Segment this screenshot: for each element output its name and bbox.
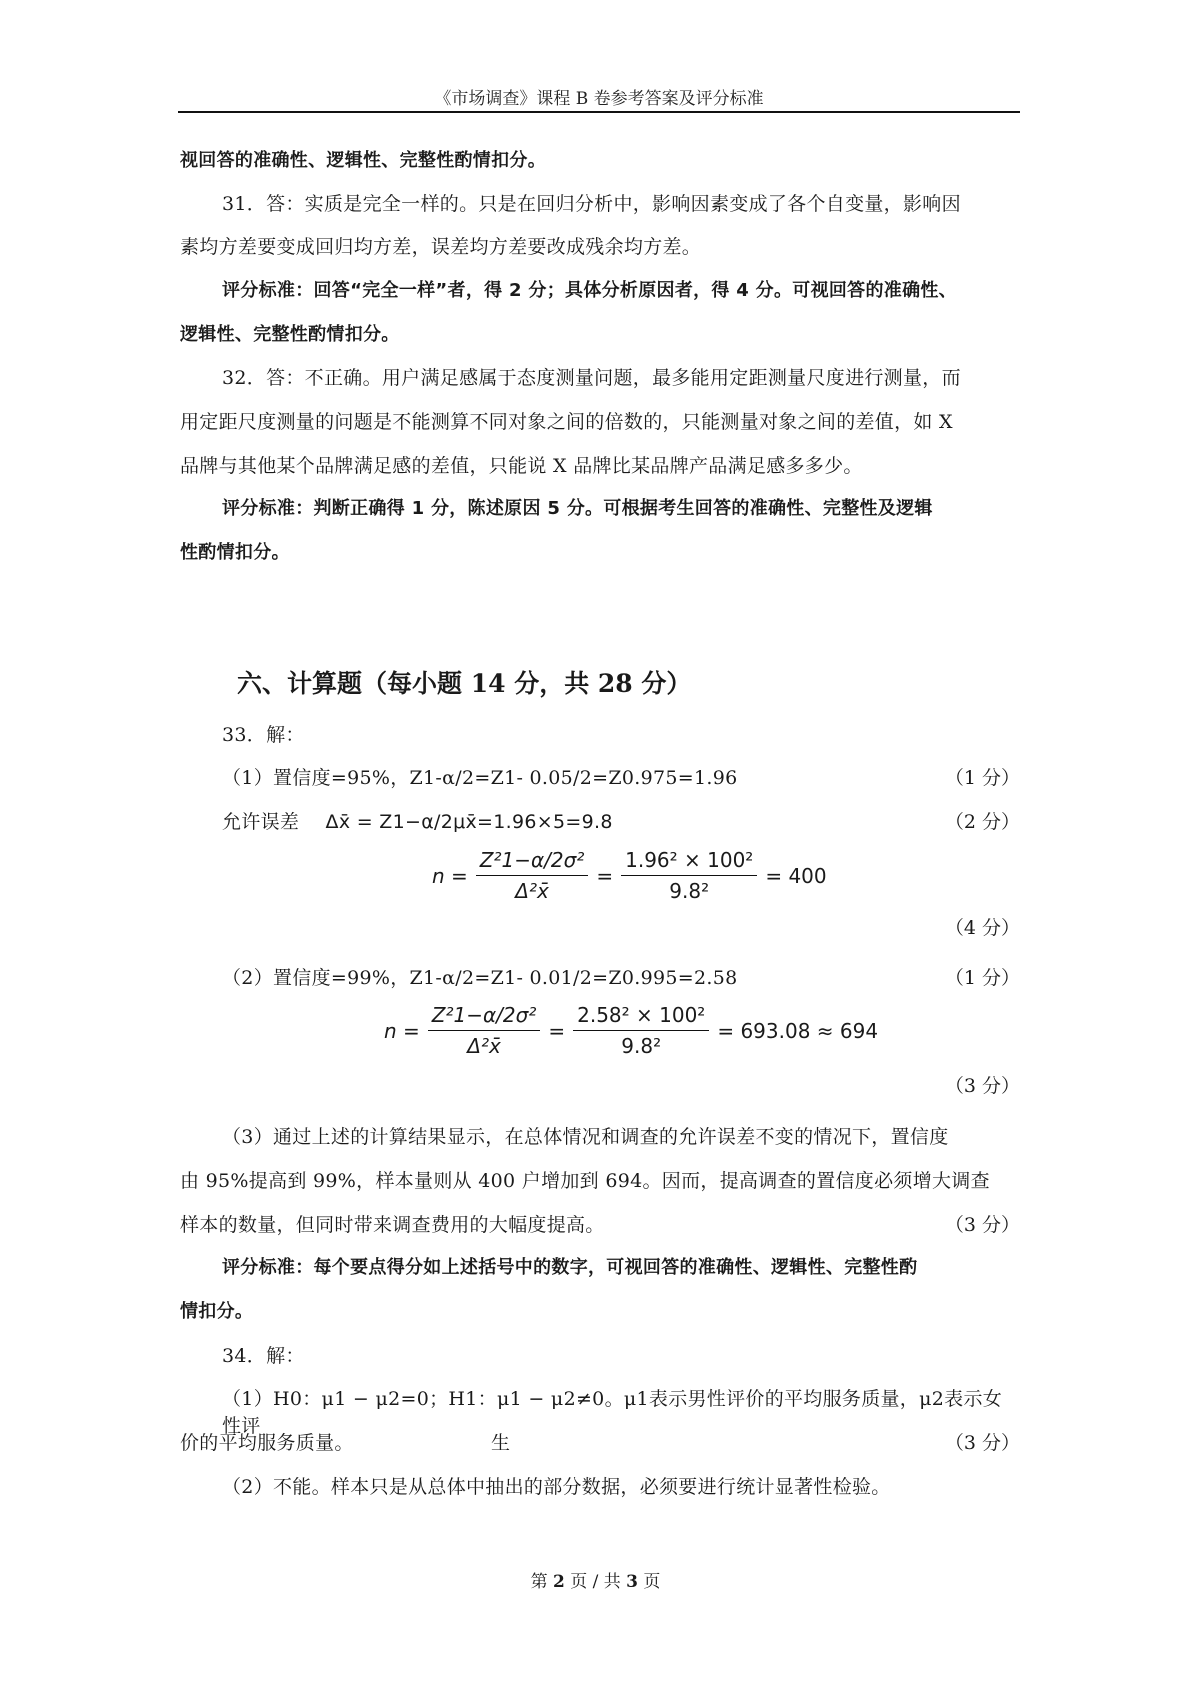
fraction-denominator: 9.8² xyxy=(669,879,710,903)
q33-part1: （1）置信度=95%，Z1-α/2=Z1- 0.05/2=Z0.975=1.96 xyxy=(222,767,738,789)
q31-answer-line2: 素均方差要变成回归均方差，误差均方差要改成残余均方差。 xyxy=(180,236,702,258)
allowable-error-label: 允许误差 xyxy=(222,811,300,833)
q33-part2: （2）置信度=99%，Z1-α/2=Z1- 0.01/2=Z0.995=2.58 xyxy=(222,967,738,989)
fraction-numerator: Z²1−α/2σ² xyxy=(476,848,589,876)
formula-lhs: n = xyxy=(384,1018,420,1043)
q33-grading-line1: 评分标准：每个要点得分如上述括号中的数字，可视回答的准确性、逻辑性、完整性酌 xyxy=(222,1257,918,1278)
fraction-numerator: 2.58² × 100² xyxy=(573,1003,709,1031)
fraction-denominator: Δ²x̄ xyxy=(467,1034,501,1058)
fraction-denominator: Δ²x̄ xyxy=(515,879,549,903)
q34-part1-score: （3 分） xyxy=(944,1432,1020,1454)
q32-answer-line3: 品牌与其他某个品牌满足感的差值，只能说 X 品牌比某品牌产品满足感多多少。 xyxy=(180,455,863,477)
q31-grading-line2: 逻辑性、完整性酌情扣分。 xyxy=(180,324,400,345)
allowable-error-expression: Δx̄ = Z1−α/2μx̄=1.96×5=9.8 xyxy=(325,811,613,833)
formula-fraction-numeric xyxy=(621,848,757,903)
q33-part3-line2: 由 95%提高到 99%，样本量则从 400 户增加到 694。因而，提高调查的置信度必须增大调查 xyxy=(180,1170,990,1192)
footer-separator: 页 / 共 xyxy=(570,1572,621,1592)
fraction-numerator: 1.96² × 100² xyxy=(621,848,757,876)
q32-grading-line1: 评分标准：判断正确得 1 分，陈述原因 5 分。可根据考生回答的准确性、完整性及逻辑 xyxy=(222,498,933,519)
formula-result: = 693.08 ≈ 694 xyxy=(717,1018,879,1043)
q33-grading-line2: 情扣分。 xyxy=(180,1301,254,1322)
q33-error-line xyxy=(222,807,613,834)
q33-heading: 33．解： xyxy=(222,724,305,746)
sample-size-formula-95 xyxy=(432,848,827,903)
formula-lhs: n = xyxy=(432,863,468,888)
formula-result: = 400 xyxy=(765,863,827,888)
formula-equals: = xyxy=(596,863,614,888)
formula1-score: （4 分） xyxy=(944,917,1020,939)
footer-page-number: 2 xyxy=(552,1572,565,1592)
section-title: 六、计算题（每小题 14 分，共 28 分） xyxy=(237,669,692,698)
q32-answer-line2: 用定距尺度测量的问题是不能测算不同对象之间的倍数的，只能测量对象之间的差值，如 X xyxy=(180,411,953,433)
q33-part2-score: （1 分） xyxy=(944,967,1020,989)
page-header: 《市场调查》课程 B 卷参考答案及评分标准 xyxy=(434,89,764,109)
footer-total-pages: 3 xyxy=(626,1572,639,1592)
q33-part3-line3: 样本的数量，但同时带来调查费用的大幅度提高。 xyxy=(180,1214,605,1236)
grading-line: 视回答的准确性、逻辑性、完整性酌情扣分。 xyxy=(180,150,546,171)
q31-grading-line1: 评分标准：回答“完全一样”者，得 2 分；具体分析原因者，得 4 分。可视回答的准确性、 xyxy=(222,280,957,301)
formula-fraction-symbolic xyxy=(428,1003,541,1058)
q34-heading: 34．解： xyxy=(222,1345,305,1367)
fraction-numerator: Z²1−α/2σ² xyxy=(428,1003,541,1031)
header-rule xyxy=(178,111,1020,113)
formula-equals: = xyxy=(548,1018,566,1043)
page-footer xyxy=(0,1567,1191,1592)
q32-grading-line2: 性酌情扣分。 xyxy=(180,542,290,563)
q33-part1-score: （1 分） xyxy=(944,767,1020,789)
footer-suffix: 页 xyxy=(643,1572,661,1592)
footer-prefix: 第 xyxy=(530,1572,548,1592)
formula-fraction-numeric xyxy=(573,1003,709,1058)
fraction-denominator: 9.8² xyxy=(621,1034,662,1058)
q34-part1-line1: （1）H0：μ1 − μ2=0；H1：μ1 − μ2≠0。μ1表示男性评价的平均服务质量，μ2表示女性评 xyxy=(222,1388,1003,1437)
formula-fraction-symbolic xyxy=(476,848,589,903)
stray-character: 生 xyxy=(491,1432,511,1454)
q34-part1-line2: 价的平均服务质量。 xyxy=(180,1432,354,1454)
q33-error-score: （2 分） xyxy=(944,811,1020,833)
q32-answer-line1: 32．答：不正确。用户满足感属于态度测量问题，最多能用定距测量尺度进行测量，而 xyxy=(222,367,961,389)
sample-size-formula-99 xyxy=(384,1003,878,1058)
q33-part3-line1: （3）通过上述的计算结果显示，在总体情况和调查的允许误差不变的情况下，置信度 xyxy=(222,1126,949,1148)
q34-part2: （2）不能。样本只是从总体中抽出的部分数据，必须要进行统计显著性检验。 xyxy=(222,1476,891,1498)
formula2-score: （3 分） xyxy=(944,1075,1020,1097)
q31-answer-line1: 31．答：实质是完全一样的。只是在回归分析中，影响因素变成了各个自变量，影响因 xyxy=(222,193,961,215)
q33-part3-score: （3 分） xyxy=(944,1214,1020,1236)
